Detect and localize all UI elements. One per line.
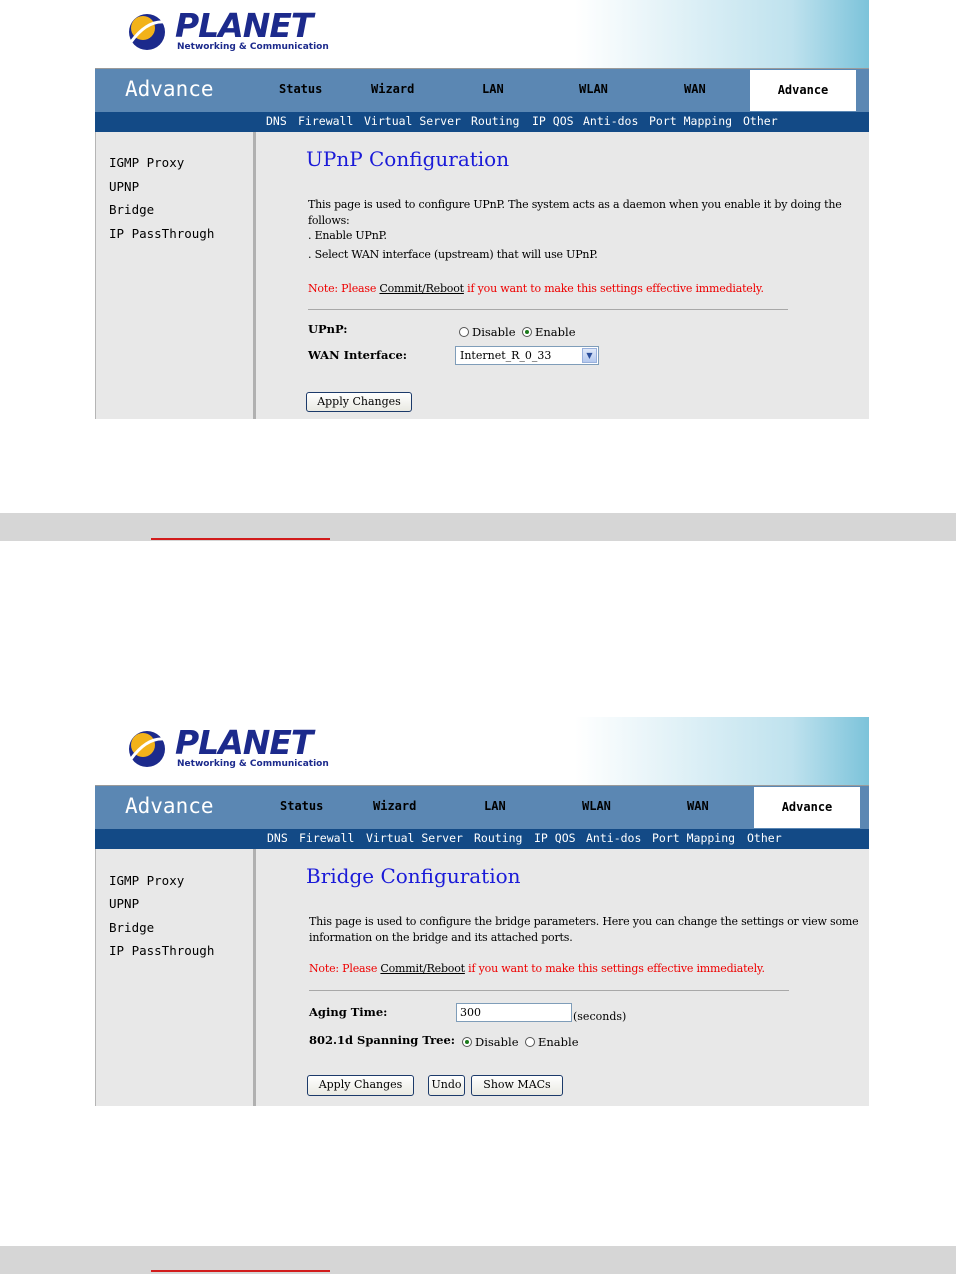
note-suffix: if you want to make this settings effective immediately.: [463, 282, 764, 295]
select-value: Internet_R_0_33: [460, 349, 552, 362]
tab-lan[interactable]: LAN: [482, 82, 504, 96]
page-title: Bridge Configuration: [306, 864, 521, 888]
apply-changes-button[interactable]: Apply Changes: [306, 392, 412, 412]
tab-wan[interactable]: WAN: [687, 799, 709, 813]
subtab-routing[interactable]: Routing: [474, 831, 523, 845]
wan-interface-select[interactable]: [455, 346, 599, 365]
header-banner: [95, 0, 869, 69]
sidebar-item-bridge[interactable]: Bridge: [109, 202, 155, 217]
subtab-other[interactable]: Other: [743, 114, 778, 128]
page-title: UPnP Configuration: [306, 147, 510, 171]
description-line: follows:: [308, 214, 350, 227]
commit-note: [308, 282, 764, 295]
sidebar-item-igmp-proxy[interactable]: IGMP Proxy: [109, 155, 185, 170]
subtab-anti-dos[interactable]: Anti-dos: [583, 114, 639, 128]
sub-nav: [95, 829, 869, 849]
description-line: This page is used to configure UPnP. The system acts as a daemon when you enable it by doing the: [308, 198, 842, 211]
tab-wlan[interactable]: WLAN: [582, 799, 611, 813]
description-line: . Enable UPnP.: [308, 229, 387, 242]
sidebar-item-ip-passthrough[interactable]: IP PassThrough: [109, 226, 215, 241]
radio-on-icon: [522, 327, 532, 337]
subtab-dns[interactable]: DNS: [266, 114, 287, 128]
sub-nav: [95, 112, 869, 132]
aging-time-label: Aging Time:: [309, 1005, 388, 1019]
subtab-other[interactable]: Other: [747, 831, 782, 845]
radio-label: Enable: [535, 325, 576, 339]
main-nav: [95, 786, 869, 829]
subtab-port-mapping[interactable]: Port Mapping: [649, 114, 733, 128]
aging-time-input[interactable]: 300: [456, 1003, 572, 1022]
tab-status[interactable]: Status: [279, 82, 323, 96]
tab-advance[interactable]: Advance: [754, 787, 860, 828]
radio-off-icon: [459, 327, 469, 337]
radio-off-icon: [525, 1037, 535, 1047]
bridge-content: [256, 849, 869, 1106]
sidebar-item-bridge[interactable]: Bridge: [109, 920, 155, 935]
apply-changes-button[interactable]: Apply Changes: [307, 1075, 414, 1096]
subtab-ip-qos[interactable]: IP QOS: [534, 831, 576, 845]
radio-label: Enable: [538, 1035, 579, 1049]
description-line: information on the bridge and its attached ports.: [309, 931, 573, 944]
sidebar: [95, 849, 256, 1106]
bridge-screenshot: [95, 717, 869, 1106]
sidebar-item-ip-passthrough[interactable]: IP PassThrough: [109, 943, 215, 958]
main-nav: [95, 69, 869, 112]
stp-disable-radio[interactable]: [462, 1035, 519, 1049]
nav-section-title: Advance: [125, 794, 214, 818]
note-suffix: if you want to make this settings effective immediately.: [464, 962, 765, 975]
wan-interface-label: WAN Interface:: [308, 348, 408, 362]
upnp-label: UPnP:: [308, 322, 348, 336]
subtab-port-mapping[interactable]: Port Mapping: [652, 831, 736, 845]
sidebar-item-upnp[interactable]: UPNP: [109, 179, 140, 194]
tab-wan[interactable]: WAN: [684, 82, 706, 96]
divider: [309, 990, 789, 991]
commit-note: [309, 962, 765, 975]
tab-wlan[interactable]: WLAN: [579, 82, 608, 96]
description-line: . Select WAN interface (upstream) that will use UPnP.: [308, 248, 598, 261]
note-prefix: Note: Please: [308, 282, 380, 295]
commit-reboot-link[interactable]: Commit/Reboot: [380, 962, 465, 975]
subtab-virtual-server[interactable]: Virtual Server: [366, 831, 463, 845]
tab-advance[interactable]: Advance: [750, 70, 856, 111]
logo-word: PLANET: [175, 723, 313, 762]
chevron-down-icon[interactable]: ▼: [582, 348, 597, 363]
commit-reboot-link[interactable]: Commit/Reboot: [379, 282, 464, 295]
radio-label: Disable: [472, 325, 516, 339]
logo-tagline: Networking & Communication: [177, 759, 329, 769]
sidebar-item-igmp-proxy[interactable]: IGMP Proxy: [109, 873, 185, 888]
logo-word: PLANET: [175, 6, 313, 45]
planet-globe-icon: [127, 12, 167, 52]
subtab-firewall[interactable]: Firewall: [299, 831, 355, 845]
radio-label: Disable: [475, 1035, 519, 1049]
tab-wizard[interactable]: Wizard: [373, 799, 417, 813]
show-macs-button[interactable]: Show MACs: [471, 1075, 563, 1096]
subtab-virtual-server[interactable]: Virtual Server: [364, 114, 461, 128]
upnp-content: [256, 132, 869, 419]
tab-wizard[interactable]: Wizard: [371, 82, 415, 96]
upnp-enable-radio[interactable]: [522, 325, 576, 339]
logo-tagline: Networking & Communication: [177, 42, 329, 52]
sidebar: [95, 132, 256, 419]
undo-button[interactable]: Undo: [428, 1075, 465, 1096]
separator-accent-line: [151, 538, 330, 540]
description-line: This page is used to configure the bridge parameters. Here you can change the settings or view some: [309, 915, 859, 928]
divider: [308, 309, 788, 310]
aging-time-unit: (seconds): [573, 1010, 627, 1023]
spanning-tree-label: 802.1d Spanning Tree:: [309, 1033, 456, 1047]
radio-on-icon: [462, 1037, 472, 1047]
upnp-disable-radio[interactable]: [459, 325, 516, 339]
nav-section-title: Advance: [125, 77, 214, 101]
subtab-routing[interactable]: Routing: [471, 114, 520, 128]
upnp-screenshot: [95, 0, 869, 419]
sidebar-item-upnp[interactable]: UPNP: [109, 896, 140, 911]
tab-lan[interactable]: LAN: [484, 799, 506, 813]
subtab-dns[interactable]: DNS: [267, 831, 288, 845]
separator-band: [0, 1246, 956, 1274]
planet-globe-icon: [127, 729, 167, 769]
stp-enable-radio[interactable]: [525, 1035, 579, 1049]
header-banner: [95, 717, 869, 786]
separator-accent-line: [151, 1270, 330, 1272]
tab-status[interactable]: Status: [280, 799, 324, 813]
subtab-firewall[interactable]: Firewall: [298, 114, 354, 128]
separator-band: [0, 513, 956, 541]
subtab-ip-qos[interactable]: IP QOS: [532, 114, 574, 128]
subtab-anti-dos[interactable]: Anti-dos: [586, 831, 642, 845]
note-prefix: Note: Please: [309, 962, 381, 975]
